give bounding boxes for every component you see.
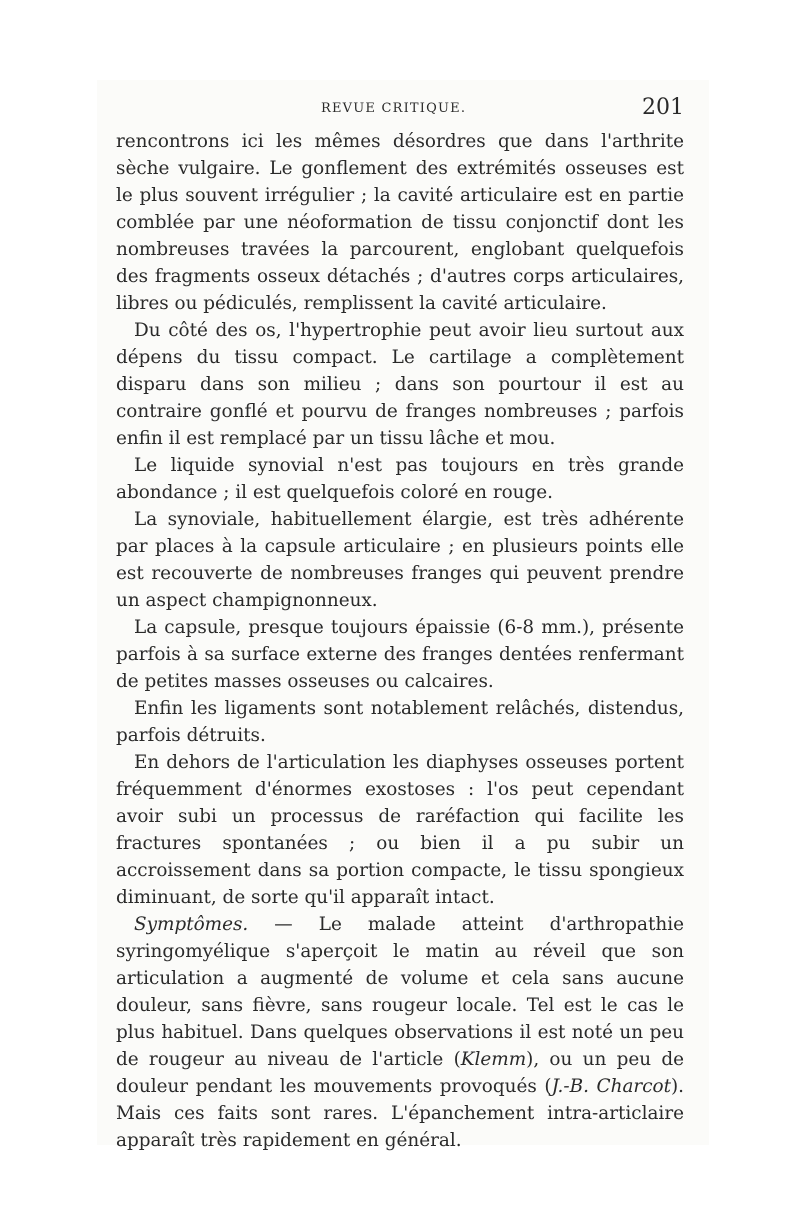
paragraph: Le liquide synovial n'est pas toujours en très grande abondance ; il est quelquefois coloré en rouge. xyxy=(116,455,684,503)
paragraph-text: ), ou un peu de douleur pendant les mouvements provoqués ( xyxy=(116,1049,684,1097)
paragraph: La capsule, presque toujours épaissie (6-8 mm.), présente parfois à sa surface externe des franges dentées renfermant de petites masses osseuses ou calcaires. xyxy=(116,617,684,692)
paragraph: rencontrons ici les mêmes désordres que dans l'arthrite sèche vulgaire. Le gonflement des extrémités osseuses est le plus souvent irrégulier ; la cavité articulaire est en partie comblée par une néoformation de tissu conjonctif dont les nombreuses travées la parcourent, englobant quelquefois des fragments osseux détachés ; d'autres corps articulaires, libres ou pédiculés, remplissent la cavité articulaire. xyxy=(116,131,684,314)
citation: J.-B. Charcot xyxy=(551,1076,671,1097)
paragraph: En dehors de l'articulation les diaphyses osseuses portent fréquemment d'énormes exostoses : l'os peut cependant avoir subi un processus de raréfaction qui facilite les fractures spontanées ; ou bien il a pu subir un accroissement dans sa portion compacte, le tissu spongieux diminuant, de sorte qu'il apparaît intact. xyxy=(116,752,684,908)
paragraph: La synoviale, habituellement élargie, est très adhérente par places à la capsule articulaire ; en plusieurs points elle est recouverte de nombreuses franges qui peuvent prendre un aspect champignonneux. xyxy=(116,509,684,611)
paragraph: Enfin les ligaments sont notablement relâchés, distendus, parfois détruits. xyxy=(116,698,684,746)
page-number: 201 xyxy=(642,95,684,120)
running-head xyxy=(116,95,684,129)
section-heading: Symptômes. xyxy=(134,914,249,935)
paragraph-text: ). Mais ces faits sont rares. L'épanchement intra-articlaire apparaît très rapidement en général. xyxy=(116,1076,685,1151)
paragraph-text: — Le malade atteint d'arthropathie syringomyélique s'aperçoit le matin au réveil que son articulation a augmenté de volume et cela sans aucune douleur, sans fièvre, sans rougeur locale. Tel est le cas le plus habituel. Dans quelques observations il est noté un peu de rougeur au niveau de l'article ( xyxy=(116,914,684,1070)
citation: Klemm xyxy=(460,1049,527,1070)
paragraph-symptomes xyxy=(116,911,684,1154)
paragraph: Du côté des os, l'hypertrophie peut avoir lieu surtout aux dépens du tissu compact. Le cartilage a complètement disparu dans son milieu ; dans son pourtour il est au contraire gonflé et pourvu de franges nombreuses ; parfois enfin il est remplacé par un tissu lâche et mou. xyxy=(116,320,684,449)
body-text xyxy=(116,128,684,1154)
running-title: REVUE CRITIQUE. xyxy=(321,101,467,116)
